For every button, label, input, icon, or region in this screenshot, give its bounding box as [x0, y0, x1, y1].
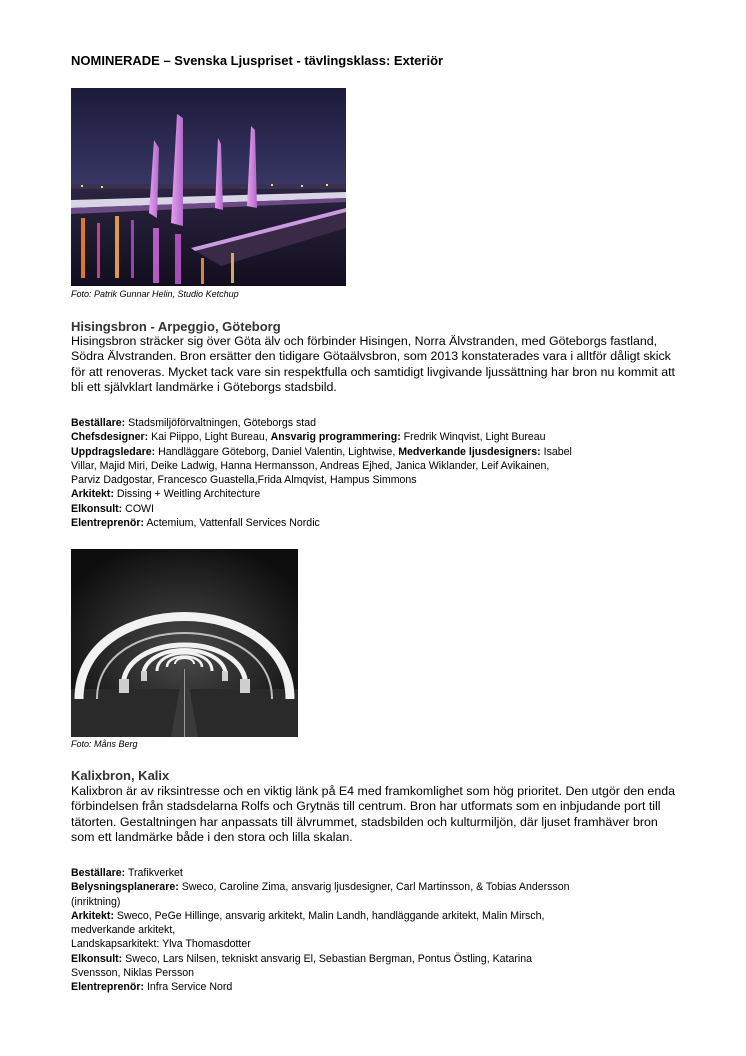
project-credits: [71, 416, 683, 530]
credit-elkonsult: Elkonsult: Sweco, Lars Nilsen, tekniskt ansvarig El, Sebastian Bergman, Pontus Östling, Katarina: [71, 952, 533, 965]
project-description: Kalixbron är av riksintresse och en viktig länk på E4 med framkomlighet som hög prioritet. Den utgör den enda förbindelsen från stadsdelarna Rolfs och Grytnäs till centrum. Bron har utformats som en inbjudande port till tätorten. Gestaltningen har anpassats till älvrummet, stadsbilden och kulturmiljön, där ljuset framhäver bron som ett landmärke både i den stora och lilla skalan.: [71, 784, 676, 844]
credit-landskapsarkitekt: Landskapsarkitekt: Ylva Thomasdotter: [71, 938, 251, 951]
credit-uppdragsledare: Uppdragsledare: Handläggare Göteborg, Daniel Valentin, Lightwise, Medverkande ljusdesigners: Isabel: [71, 445, 572, 458]
credit-elkonsult-cont: Svensson, Niklas Persson: [71, 967, 195, 980]
credit-elkonsult: Elkonsult: COWI: [71, 502, 154, 515]
project-credits: [71, 866, 683, 995]
credit-medverkande-cont: Parviz Dadgostar, Francesco Guastella,Frida Almqvist, Hampus Simmons: [71, 474, 417, 487]
project-description: Hisingsbron sträcker sig över Göta älv och förbinder Hisingen, Norra Älvstranden, med Göteborgs fastland, Södra Älvstranden. Bron ersätter den tidigare Götaälvsbron, som 2013 konstaterades vara i alltför dåligt skick för att renoveras. Mycket tack vare sin respektfulla och samtidigt livgivande ljussättning har bron nu kommit att bli ett självklart landmärke i Göteborgs stadsbild.: [71, 334, 675, 394]
credit-bestallare: Beställare: Trafikverket: [71, 867, 183, 879]
photo-caption: Foto: Patrik Gunnar Helin, Studio Ketchup: [71, 289, 239, 299]
kalixbron-photo: [71, 549, 298, 737]
credit-bestallare: Beställare: Stadsmiljöförvaltningen, Göteborgs stad: [71, 417, 316, 429]
credit-belysningsplanerare: Belysningsplanerare: Sweco, Caroline Zima, ansvarig ljusdesigner, Carl Martinsson, & Tobias Andersson: [71, 881, 570, 894]
credit-belysningsplanerare-cont: (inriktning): [71, 895, 121, 908]
credit-arkitekt: Arkitekt: Dissing + Weitling Architecture: [71, 488, 261, 501]
credit-medverkande-cont: Villar, Majid Miri, Deike Ladwig, Hanna Hermansson, Andreas Ejhed, Janica Wiklander, Leif Avikainen,: [71, 459, 550, 472]
bridge-arches-image: [71, 549, 298, 737]
credit-arkitekt: Arkitekt: Sweco, PeGe Hillinge, ansvarig arkitekt, Malin Landh, handläggande arkitekt, Malin Mirsch,: [71, 909, 545, 922]
credit-chefsdesigner: Chefsdesigner: Kai Piippo, Light Bureau, Ansvarig programmering: Fredrik Winqvist, Light Bureau: [71, 431, 546, 444]
hisingsbron-photo: [71, 88, 346, 286]
photo-caption: Foto: Måns Berg: [71, 739, 138, 749]
page-title: NOMINERADE – Svenska Ljuspriset - tävlingsklass: Exteriör: [71, 53, 444, 68]
project-title: Kalixbron, Kalix: [71, 768, 170, 783]
project-title: Hisingsbron - Arpeggio, Göteborg: [71, 319, 281, 334]
credit-arkitekt-cont: medverkande arkitekt,: [71, 924, 176, 937]
credit-elentreprenor: Elentreprenör: Infra Service Nord: [71, 981, 233, 994]
bridge-night-image: [71, 88, 346, 286]
credit-elentreprenor: Elentreprenör: Actemium, Vattenfall Services Nordic: [71, 517, 320, 530]
